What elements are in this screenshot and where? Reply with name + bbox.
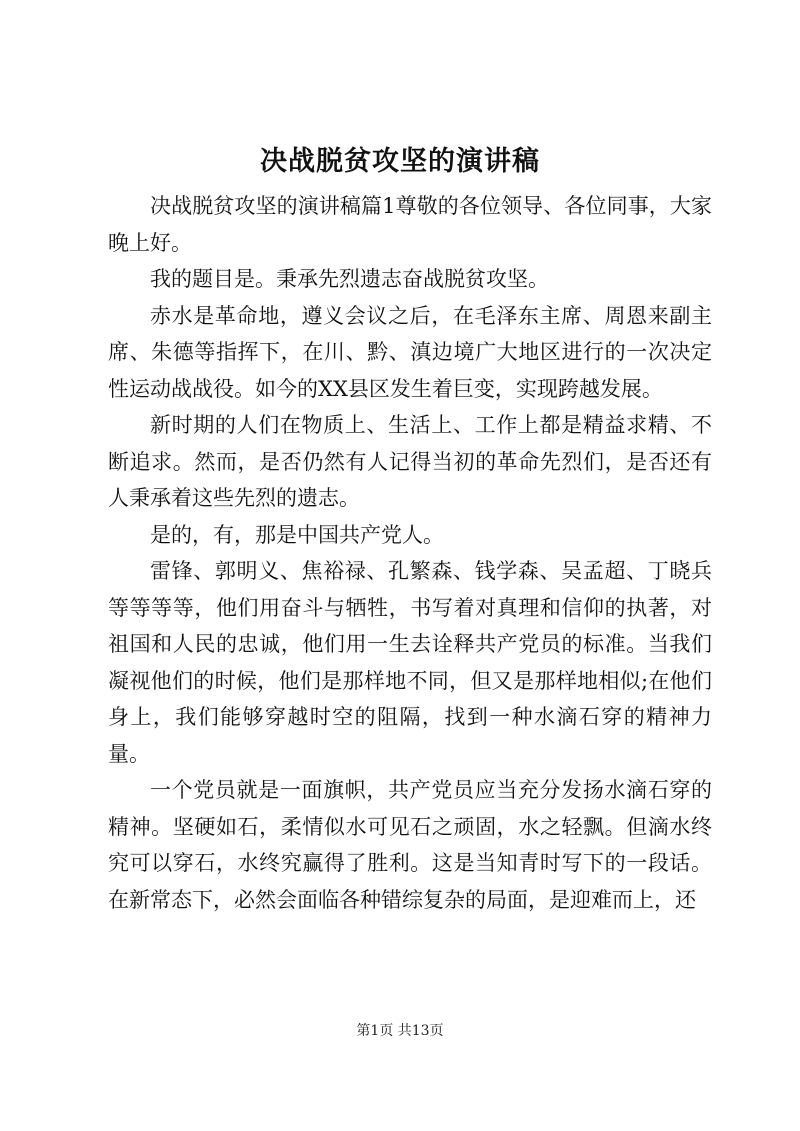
paragraph: 赤水是革命地，遵义会议之后，在毛泽东主席、周恩来副主席、朱德等指挥下，在川、黔、滇边境广大地区进行的一次决定性运动战战役。如今的XX县区发生着巨变，实现跨越发展。 bbox=[108, 303, 712, 401]
paragraph: 我的题目是。秉承先烈遗志奋战脱贫攻坚。 bbox=[150, 267, 549, 291]
paragraph: 决战脱贫攻坚的演讲稿篇1尊敬的各位领导、各位同事，大家晚上好。 bbox=[108, 194, 712, 255]
paragraph: 是的，有，那是中国共产党人。 bbox=[150, 522, 444, 547]
paragraph: 一个党员就是一面旗帜，共产党员应当充分发扬水滴石穿的精神。坚硬如石，柔情似水可见石之顽固，水之轻飘。但滴水终究可以穿石，水终究赢得了胜利。这是当知青时写下的一段话。在新常态下，必然会面临各种错综复杂的局面，是迎难而上，还 bbox=[108, 778, 712, 912]
page-number-footer: 第1页 共13页 bbox=[356, 1023, 444, 1039]
paragraph: 新时期的人们在物质上、生活上、工作上都是精益求精、不断追求。然而，是否仍然有人记得当初的革命先烈们，是否还有人秉承着这些先烈的遗志。 bbox=[108, 413, 712, 510]
document-title: 决战脱贫攻坚的演讲稿 bbox=[260, 146, 540, 177]
paragraph: 雷锋、郭明义、焦裕禄、孔繁森、钱学森、吴孟超、丁晓兵等等等等，他们用奋斗与牺牲，书写着对真理和信仰的执著，对祖国和人民的忠诚，他们用一生去诠释共产党员的标准。当我们凝视他们的时候，他们是那样地不同，但又是那样地相似;在他们身上，我们能够穿越时空的阻隔，找到一种水滴石穿的精神力量。 bbox=[108, 559, 712, 766]
document-body bbox=[108, 188, 712, 918]
